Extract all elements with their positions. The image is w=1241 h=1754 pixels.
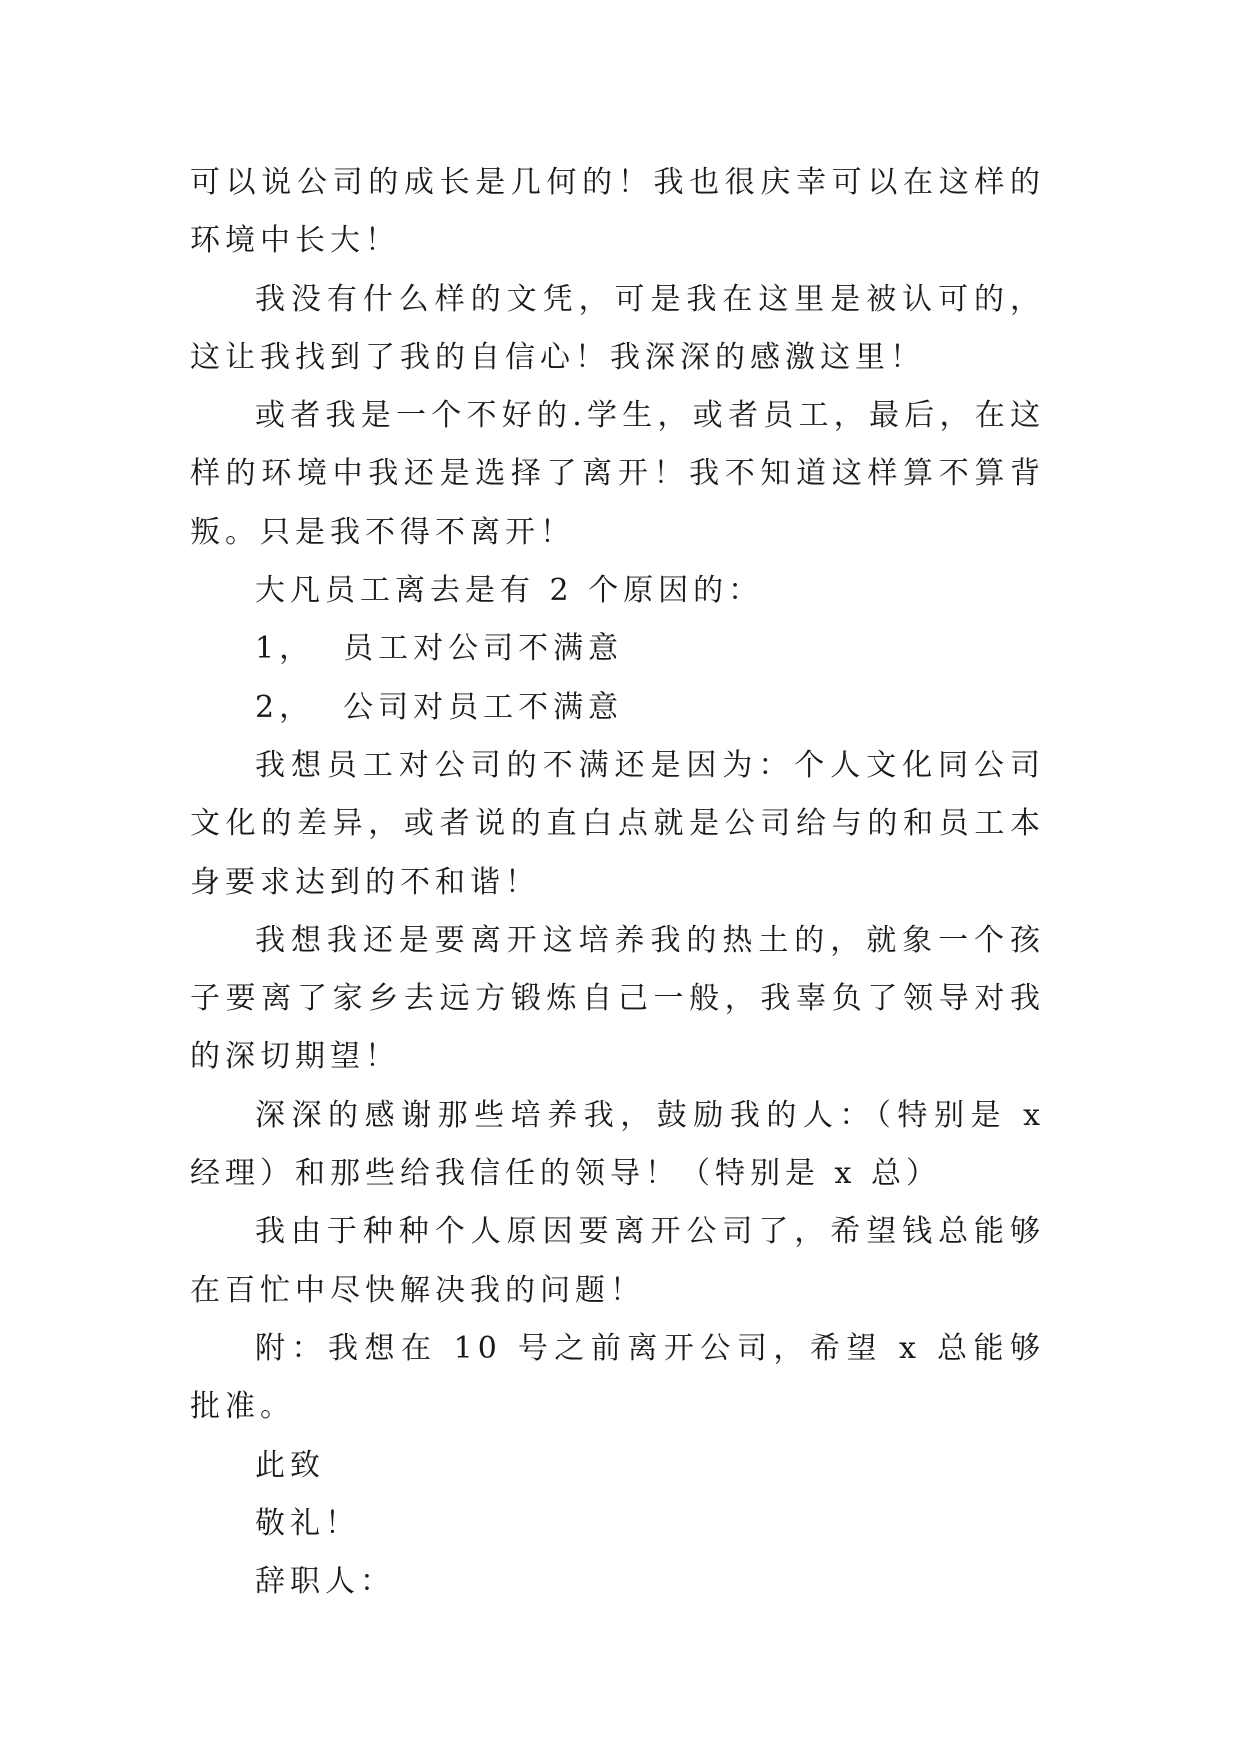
paragraph: 深深的感谢那些培养我，鼓励我的人：（特别是 x 经理）和那些给我信任的领导！（特别是 x 总） (190, 1097, 1045, 1192)
paragraph: 附：我想在 10 号之前离开公司，希望 x 总能够批准。 (190, 1330, 1045, 1425)
paragraph: 或者我是一个不好的.学生，或者员工，最后，在这样的环境中我还是选择了离开！我不知道这样算不算背叛。只是我不得不离开！ (190, 398, 1045, 550)
signature-label: 辞职人： (255, 1564, 395, 1600)
paragraph: 我想员工对公司的不满还是因为：个人文化同公司文化的差异，或者说的直白点就是公司给与的和员工本身要求达到的不和谐！ (190, 747, 1045, 900)
reason-number: 2， (255, 689, 315, 725)
reason-item (190, 679, 1045, 737)
reason-number: 1， (255, 631, 315, 667)
paragraph: 大凡员工离去是有 2 个原因的： (255, 573, 764, 609)
paragraph: 我想我还是要离开这培养我的热土的，就象一个孩子要离了家乡去远方锻炼自己一般，我辜负了领导对我的深切期望！ (190, 922, 1045, 1075)
reason-text: 员工对公司不满意 (343, 631, 624, 667)
reason-text: 公司对员工不满意 (343, 689, 624, 725)
paragraph: 我由于种种个人原因要离开公司了，希望钱总能够在百忙中尽快解决我的问题！ (190, 1214, 1045, 1308)
paragraph: 可以说公司的成长是几何的！我也很庆幸可以在这样的环境中长大！ (190, 165, 1045, 259)
salutation-line-2: 敬礼！ (255, 1505, 360, 1541)
reason-item (190, 620, 1045, 678)
salutation-line-1: 此致 (255, 1447, 325, 1483)
paragraph: 我没有什么样的文凭，可是我在这里是被认可的，这让我找到了我的自信心！我深深的感激这里！ (190, 281, 1045, 375)
letter-body (190, 154, 1045, 1611)
